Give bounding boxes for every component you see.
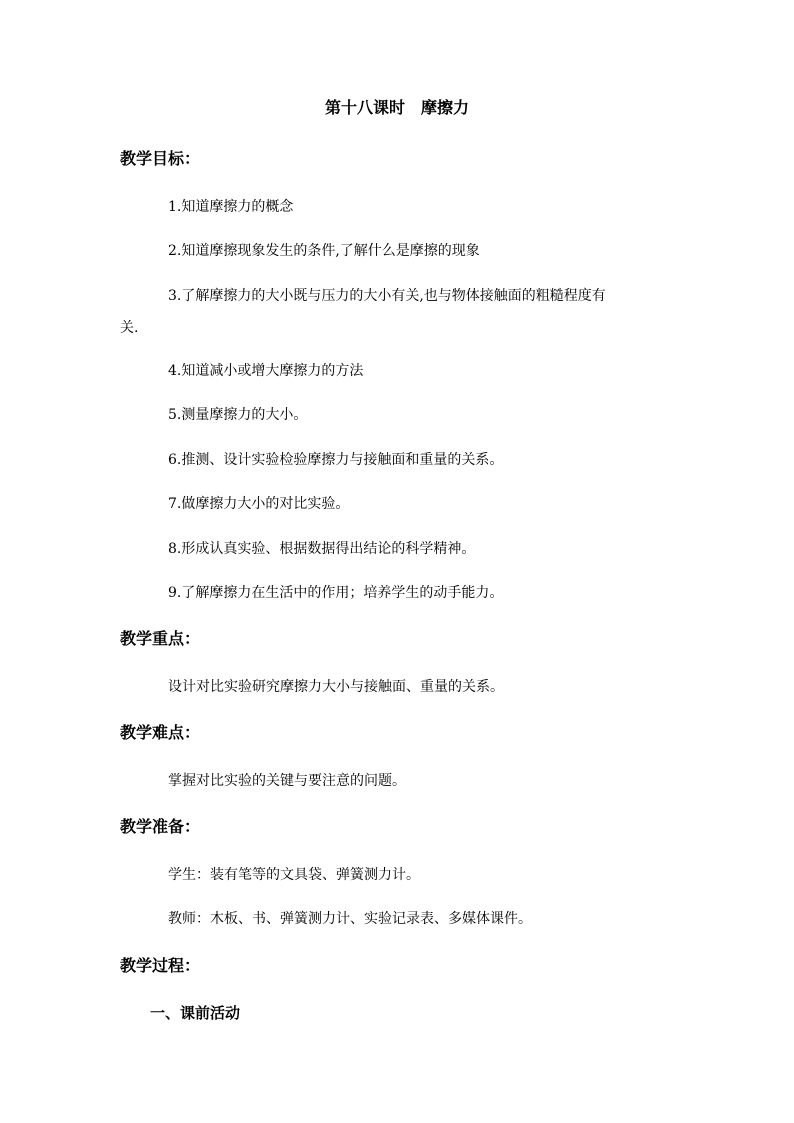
objective-item-3: 3.了解摩擦力的大小既与压力的大小有关,也与物体接触面的粗糙程度有 — [168, 288, 606, 304]
difficulties-text: 掌握对比实验的关键与要注意的问题。 — [168, 773, 406, 789]
objective-item-6: 6.推测、设计实验检验摩擦力与接触面和重量的关系。 — [168, 452, 504, 468]
objective-item-9: 9.了解摩擦力在生活中的作用；培养学生的动手能力。 — [168, 585, 504, 601]
process-subheading-1: 一、课前活动 — [150, 1004, 241, 1022]
objective-item-8: 8.形成认真实验、根据数据得出结论的科学精神。 — [168, 541, 476, 557]
key-points-heading: 教学重点： — [120, 629, 201, 648]
objective-item-1: 1.知道摩擦力的概念 — [168, 199, 294, 215]
page-title: 第十八课时 摩擦力 — [324, 98, 469, 117]
preparation-teacher: 教师：木板、书、弹簧测力计、实验记录表、多媒体课件。 — [168, 911, 532, 927]
objective-item-2: 2.知道摩擦现象发生的条件,了解什么是摩擦的现象 — [168, 243, 480, 259]
preparation-students: 学生：装有笔等的文具袋、弹簧测力计。 — [168, 867, 420, 883]
objective-item-4: 4.知道减小或增大摩擦力的方法 — [168, 363, 364, 379]
objective-item-3-continued: 关. — [120, 320, 139, 336]
objective-item-7: 7.做摩擦力大小的对比实验。 — [168, 496, 350, 512]
key-points-text: 设计对比实验研究摩擦力大小与接触面、重量的关系。 — [168, 679, 504, 695]
preparation-heading: 教学准备： — [120, 817, 201, 836]
process-heading: 教学过程： — [120, 956, 201, 975]
difficulties-heading: 教学难点： — [120, 723, 201, 742]
objective-item-5: 5.测量摩擦力的大小。 — [168, 407, 308, 423]
objectives-heading: 教学目标： — [120, 149, 201, 168]
